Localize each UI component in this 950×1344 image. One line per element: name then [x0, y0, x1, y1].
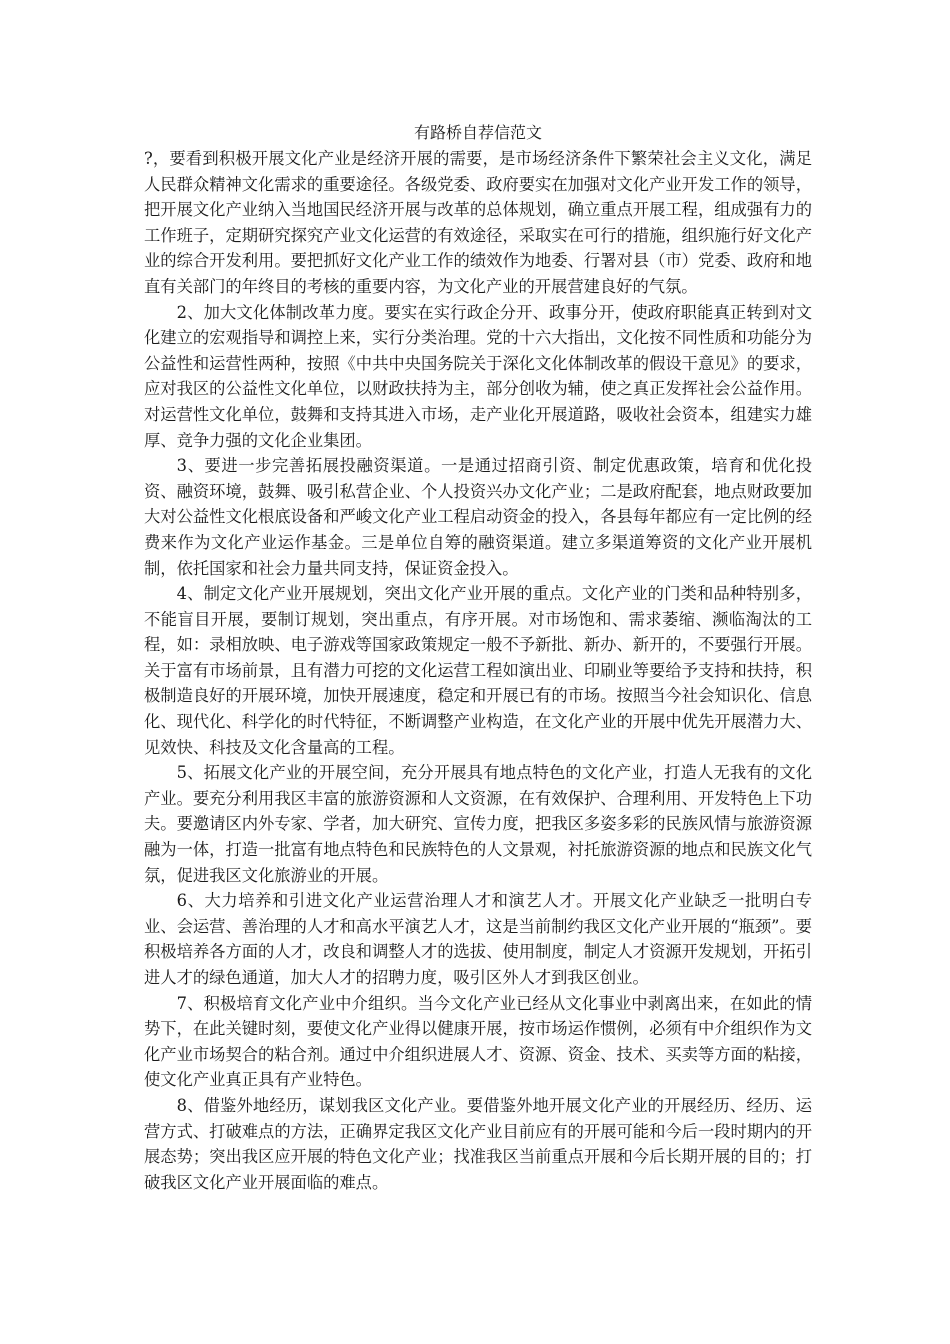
- paragraph-item-3: 3、要进一步完善拓展投融资渠道。一是通过招商引资、制定优惠政策，培育和优化投资、融资环境，鼓舞、吸引私营企业、个人投资兴办文化产业；二是政府配套，地点财政要加大对公益性文化根底设备和严峻文化产业工程启动资金的投入，各县每年都应有一定比例的经费来作为文化产业运作基金。三是单位自筹的融资渠道。建立多渠道筹资的文化产业开展机制，依托国家和社会力量共同支持，保证资金投入。: [144, 456, 812, 578]
- paragraph-item-2: 2、加大文化体制改革力度。要实在实行政企分开、政事分开，使政府职能真正转到对文化建立的宏观指导和调控上来，实行分类治理。党的十六大指出，文化按不同性质和功能分为公益性和运营性两种，按照《中共中央国务院关于深化文化体制改革的假设干意见》的要求，应对我区的公益性文化单位，以财政扶持为主，部分创收为辅，使之真正发挥社会公益作用。对运营性文化单位，鼓舞和支持其进入市场，走产业化开展道路，吸收社会资本，组建实力雄厚、竞争力强的文化企业集团。: [144, 302, 812, 450]
- paragraph-item-6: 6、大力培养和引进文化产业运营治理人才和演艺人才。开展文化产业缺乏一批明白专业、会运营、善治理的人才和高水平演艺人才，这是当前制约我区文化产业开展的“瓶颈”。要积极培养各方面的人才，改良和调整人才的选拔、使用制度，制定人才资源开发规划，开拓引进人才的绿色通道，加大人才的招聘力度，吸引区外人才到我区创业。: [144, 891, 812, 987]
- paragraph-intro: ?，要看到积极开展文化产业是经济开展的需要，是市场经济条件下繁荣社会主义文化，满足人民群众精神文化需求的重要途径。各级党委、政府要实在加强对文化产业开发工作的领导，把开展文化产业纳入当地国民经济开展与改革的总体规划，确立重点开展工程，组成强有力的工作班子，定期研究探究产业文化运营的有效途径，采取实在可行的措施，组织施行好文化产业的综合开发利用。要把抓好文化产业工作的绩效作为地委、行署对县（市）党委、政府和地直有关部门的年终目的考核的重要内容，为文化产业的开展营建良好的气氛。: [144, 149, 812, 296]
- document-title: 有路桥自荐信范文: [413, 123, 542, 142]
- paragraph-item-5: 5、拓展文化产业的开展空间，充分开展具有地点特色的文化产业，打造人无我有的文化产业。要充分利用我区丰富的旅游资源和人文资源，在有效保护、合理利用、开发特色上下功夫。要邀请区内外专家、学者，加大研究、宣传力度，把我区多姿多彩的民族风情与旅游资源融为一体，打造一批富有地点特色和民族特色的人文景观，衬托旅游资源的地点和民族文化气氛，促进我区文化旅游业的开展。: [144, 763, 812, 885]
- paragraph-item-4: 4、制定文化产业开展规划，突出文化产业开展的重点。文化产业的门类和品种特别多，不能盲目开展，要制订规划，突出重点，有序开展。对市场饱和、需求萎缩、濒临淘汰的工程，如：录相放映、电子游戏等国家政策规定一般不予新批、新办、新开的，不要强行开展。关于富有市场前景，且有潜力可挖的文化运营工程如演出业、印刷业等要给予支持和扶持，积极制造良好的开展环境，加快开展速度，稳定和开展已有的市场。按照当今社会知识化、信息化、现代化、科学化的时代特征，不断调整产业构造，在文化产业的开展中优先开展潜力大、见效快、科技及文化含量高的工程。: [144, 584, 812, 757]
- paragraph-item-8: 8、借鉴外地经历，谋划我区文化产业。要借鉴外地开展文化产业的开展经历、经历、运营方式、打破难点的方法，正确界定我区文化产业目前应有的开展可能和今后一段时期内的开展态势；突出我区应开展的特色文化产业；找准我区当前重点开展和今后长期开展的目的；打破我区文化产业开展面临的难点。: [144, 1095, 812, 1192]
- paragraph-item-7: 7、积极培育文化产业中介组织。当今文化产业已经从文化事业中剥离出来，在如此的情势下，在此关键时刻，要使文化产业得以健康开展，按市场运作惯例，必须有中介组织作为文化产业市场契合的粘合剂。通过中介组织进展人才、资源、资金、技术、买卖等方面的粘接，使文化产业真正具有产业特色。: [144, 993, 812, 1090]
- document-page: [144, 120, 812, 1195]
